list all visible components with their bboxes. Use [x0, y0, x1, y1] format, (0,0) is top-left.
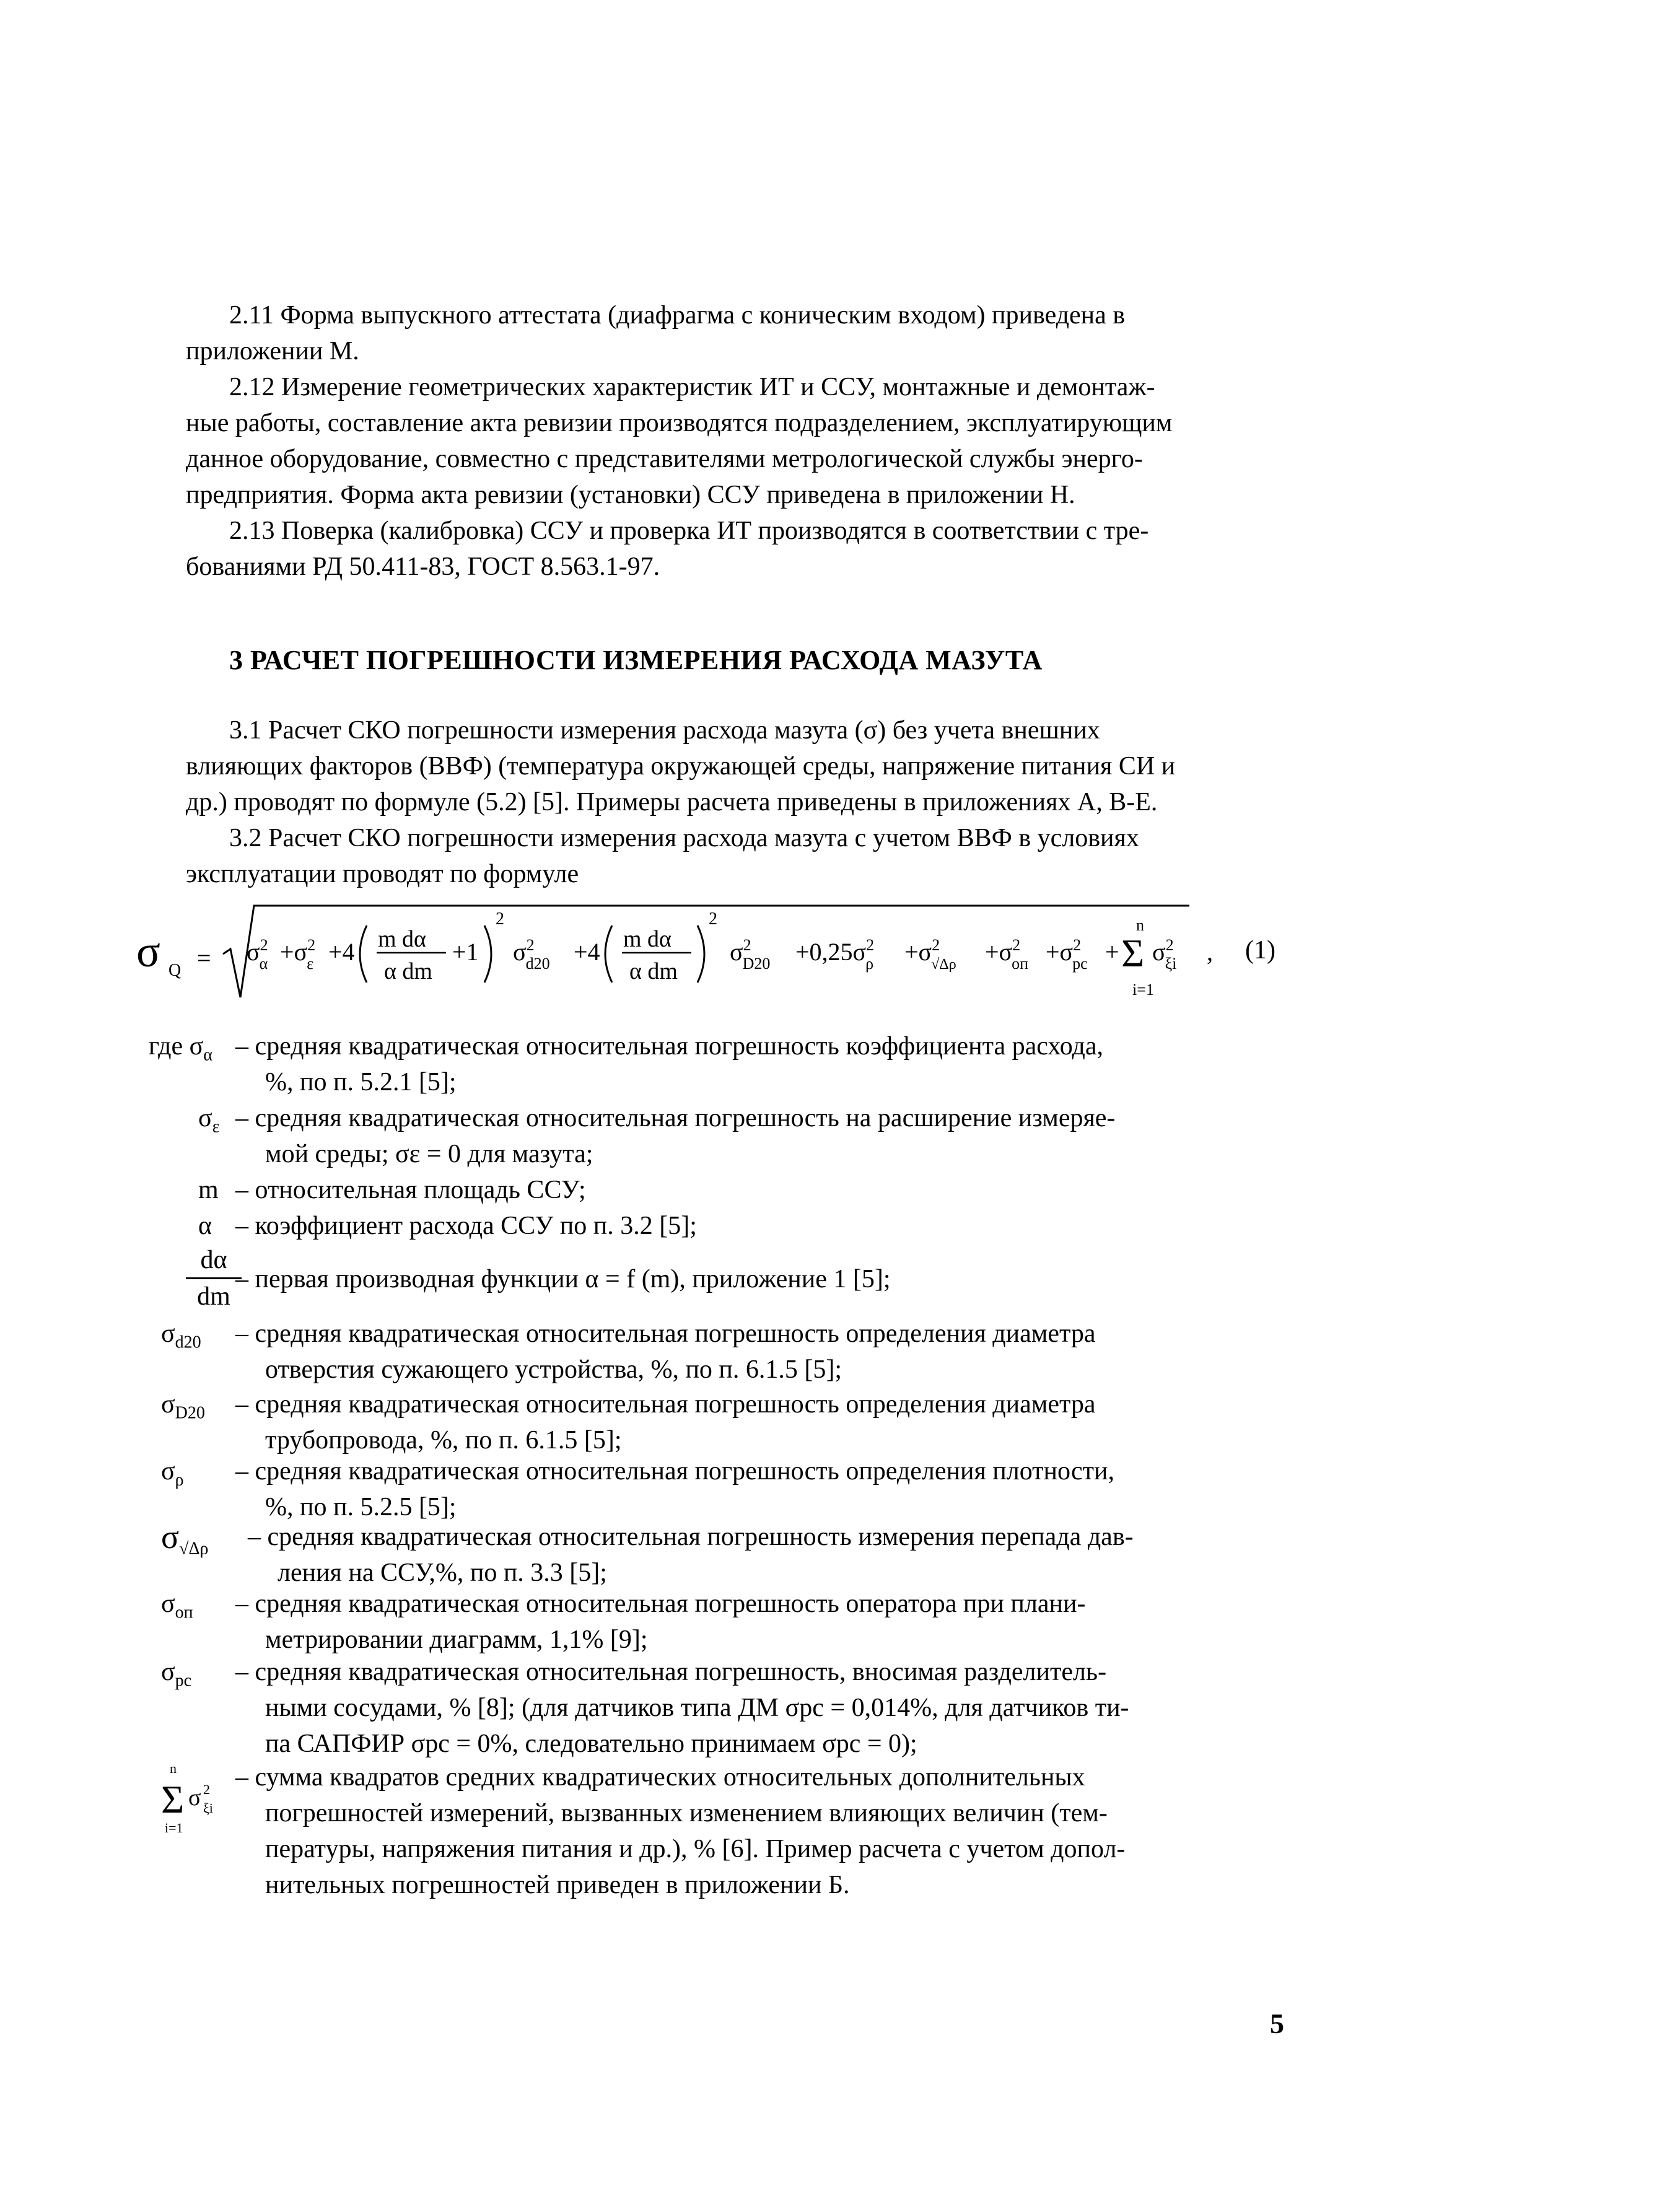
- svg-text:i=1: i=1: [165, 1820, 183, 1836]
- term-pc: $+\sigma^2$ рс: [1046, 936, 1088, 973]
- left-paren-2: [605, 925, 612, 982]
- def-line: па САПФИР σрс = 0%, следовательно принимаем σрс = 0);: [265, 1730, 917, 1758]
- def-symbol: $\sigma_{рс}$: [161, 1658, 192, 1691]
- def-text: [235, 1453, 1288, 1525]
- def-line: – средняя квадратическая относительная погрешность, вносимая разделитель-: [235, 1658, 1107, 1686]
- p212-line1: 2.12 Измерение геометрических характеристик ИТ и ССУ, монтажные и демонтаж-: [229, 373, 1155, 401]
- frac1-num: m dα: [378, 926, 426, 952]
- plus-4-a: +4: [328, 938, 355, 966]
- sum-upper: n: [1136, 916, 1144, 934]
- paragraph-2-11: [186, 297, 1288, 369]
- def-line: – средняя квадратическая относительная погрешность определения диаметра: [235, 1390, 1096, 1419]
- power-2-a: 2: [496, 909, 504, 929]
- def-symbol: $\sigma_{оп}$: [161, 1590, 193, 1622]
- p32-line2: эксплуатации проводят по формуле: [186, 860, 579, 888]
- def-text: [248, 1519, 1288, 1591]
- svg-text:ξi: ξi: [203, 1800, 213, 1816]
- def-line: %, по п. 5.2.5 [5];: [265, 1493, 457, 1521]
- def-symbol: $\sigma_{√\Delta\rho}$: [161, 1518, 209, 1559]
- def-symbol-sum: [161, 1759, 248, 1862]
- term-xi: $\sigma^2$ ξi: [1152, 936, 1177, 973]
- def-text: – первая производная функции α = f (m), приложение 1 [5];: [235, 1265, 891, 1293]
- svg-text:n: n: [170, 1761, 177, 1776]
- def-symbol: где $\sigma_\alpha$: [149, 1032, 212, 1065]
- def-text: – относительная площадь ССУ;: [235, 1176, 586, 1204]
- def-text: – коэффициент расхода ССУ по п. 3.2 [5];: [235, 1212, 697, 1240]
- p212-line3: данное оборудование, совместно с представителями метрологической службы энерго-: [186, 445, 1143, 473]
- sum-lower: i=1: [1132, 981, 1154, 999]
- def-line: трубопровода, %, по п. 6.1.5 [5];: [265, 1426, 622, 1455]
- comma: ,: [1207, 938, 1213, 966]
- power-2-b: 2: [709, 909, 717, 929]
- sigma-q-symbol: σ: [136, 927, 160, 976]
- p212-line2: ные работы, составление акта ревизии производятся подразделением, эксплуатирующим: [186, 409, 1173, 437]
- def-symbol-fraction: dα dm: [186, 1243, 242, 1314]
- plus-4-b: +4: [574, 938, 600, 966]
- p31-line2: влияющих факторов (ВВФ) (температура окружающей среды, напряжение питания СИ и: [186, 752, 1176, 781]
- sqrt-radical: [223, 906, 1189, 997]
- def-line: – средняя квадратическая относительная погрешность на расширение измеряе-: [235, 1104, 1116, 1132]
- def-line: ления на ССУ,%, по п. 3.3 [5];: [278, 1559, 607, 1587]
- term-sigma-D20: $\sigma^2$ D20: [730, 936, 771, 973]
- right-paren-2: [698, 925, 704, 982]
- plus-sum: +: [1105, 938, 1119, 966]
- def-line: пературы, напряжения питания и др.), % [6]. Пример расчета с учетом допол-: [265, 1835, 1126, 1863]
- def-line: метрировании диаграмм, 1,1% [9];: [265, 1626, 648, 1654]
- def-text: [235, 1386, 1288, 1458]
- def-symbol: m: [198, 1176, 219, 1204]
- page-number: 5: [1270, 2008, 1284, 2039]
- term-rho: $+0,25\sigma^2$ ρ: [795, 936, 875, 973]
- paragraph-2-12: [186, 369, 1288, 513]
- def-symbol: $\sigma_{d20}$: [161, 1319, 201, 1352]
- paragraph-3-1: [186, 712, 1288, 820]
- term-sigma-d20: $\sigma^2$ d20: [513, 936, 550, 973]
- formula-number: (1): [1245, 936, 1275, 965]
- svg-text:2: 2: [203, 1782, 210, 1797]
- def-text: [235, 1100, 1288, 1172]
- p32-line1: 3.2 Расчет СКО погрешности измерения расхода мазута с учетом ВВФ в условиях: [229, 824, 1139, 852]
- where-label: где: [149, 1032, 183, 1061]
- p31-line3: др.) проводят по формуле (5.2) [5]. Примеры расчета приведены в приложениях А, В-Е.: [186, 788, 1158, 816]
- def-symbol: $\sigma_\varepsilon$: [198, 1104, 220, 1137]
- def-line: мой среды; σε = 0 для мазута;: [265, 1140, 593, 1168]
- formula-graphic: [136, 873, 1313, 1022]
- svg-text:Σ: Σ: [161, 1777, 185, 1821]
- def-line: – средняя квадратическая относительная погрешность оператора при плани-: [235, 1590, 1086, 1618]
- def-text: [235, 1654, 1288, 1762]
- term-op: $+\sigma^2$ оп: [985, 936, 1029, 973]
- def-text: [235, 1759, 1288, 1903]
- sum-xi-graphic: [161, 1759, 242, 1852]
- p213-line1: 2.13 Поверка (калибровка) ССУ и проверка ИТ производятся в соответствии с тре-: [229, 517, 1149, 545]
- p211-line2: приложении М.: [186, 337, 359, 365]
- def-symbol: $\sigma_\rho$: [161, 1457, 184, 1490]
- sigma-q-subscript: Q: [168, 961, 182, 980]
- p31-line1: 3.1 Расчет СКО погрешности измерения расхода мазута (σ) без учета внешних: [229, 716, 1100, 745]
- p211-line1: 2.11 Форма выпускного аттестата (диафрагма с коническим входом) приведена в: [229, 301, 1126, 330]
- def-line: – сумма квадратов средних квадратических относительных дополнительных: [235, 1763, 1085, 1792]
- frac2-den: α dm: [629, 958, 678, 984]
- def-line: погрешностей измерений, вызванных изменением влияющих величин (тем-: [265, 1799, 1108, 1827]
- left-paren-1: [360, 925, 367, 982]
- p212-line4: предприятия. Форма акта ревизии (установки) ССУ приведена в приложении Н.: [186, 481, 1075, 509]
- def-symbol: $\sigma_{D20}$: [161, 1390, 205, 1423]
- def-text: [235, 1028, 1288, 1100]
- def-symbol: α: [198, 1212, 212, 1240]
- frac2-num: m dα: [623, 926, 672, 952]
- equals-sign: =: [197, 944, 211, 972]
- right-paren-1: [484, 925, 491, 982]
- term-dp: $+\sigma^2$ √Δρ: [904, 936, 956, 973]
- def-line: отверстия сужающего устройства, %, по п. 6.1.5 [5];: [265, 1355, 842, 1384]
- svg-text:σ: σ: [188, 1785, 201, 1811]
- plus-one: +1: [452, 938, 479, 966]
- term-sigma-alpha: $\sigma^2$ α: [247, 936, 268, 973]
- plus-1: $+\sigma^2$ ε: [280, 936, 316, 973]
- paragraph-2-13: [186, 513, 1288, 585]
- def-line: – средняя квадратическая относительная погрешность измерения перепада дав-: [248, 1523, 1134, 1551]
- sum-symbol: Σ: [1121, 931, 1145, 975]
- def-line: %, по п. 5.2.1 [5];: [265, 1068, 457, 1096]
- def-line: нительных погрешностей приведен в приложении Б.: [265, 1871, 850, 1899]
- def-line: – средняя квадратическая относительная погрешность коэффициента расхода,: [235, 1032, 1104, 1061]
- frac1-den: α dm: [384, 958, 432, 984]
- def-line: – средняя квадратическая относительная погрешность определения диаметра: [235, 1319, 1096, 1348]
- def-line: ными сосудами, % [8]; (для датчиков типа ДМ σрс = 0,014%, для датчиков ти-: [265, 1694, 1129, 1722]
- section-heading: 3 РАСЧЕТ ПОГРЕШНОСТИ ИЗМЕРЕНИЯ РАСХОДА МАЗУТА: [229, 645, 1043, 675]
- def-text: [235, 1316, 1288, 1388]
- formula-1: [136, 873, 1313, 1022]
- def-text: [235, 1586, 1288, 1658]
- p213-line2: бованиями РД 50.411-83, ГОСТ 8.563.1-97.: [186, 553, 660, 581]
- def-line: – средняя квадратическая относительная погрешность определения плотности,: [235, 1457, 1114, 1486]
